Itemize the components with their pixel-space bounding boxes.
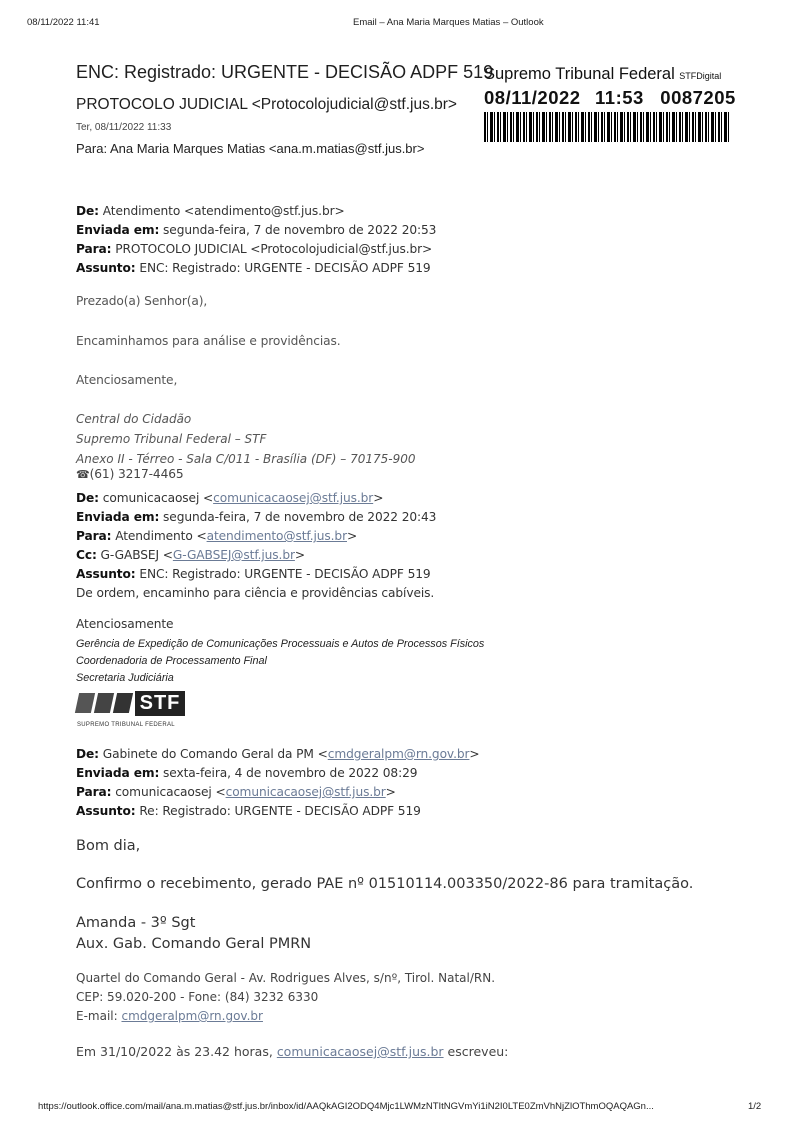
sig-line: Coordenadoria de Processamento Final xyxy=(76,655,267,667)
email-sender[interactable]: PROTOCOLO JUDICIAL <Protocolojudicial@stf.jus.br> xyxy=(76,96,457,113)
stamp-org-sub: STFDigital xyxy=(679,71,722,81)
header-to: Para: PROTOCOLO JUDICIAL <Protocolojudicial@stf.jus.br> xyxy=(76,242,433,256)
logo-caption: SUPREMO TRIBUNAL FEDERAL xyxy=(77,722,175,728)
email-subject: ENC: Registrado: URGENTE - DECISÃO ADPF 519 xyxy=(76,62,494,82)
header-cc: Cc: G-GABSEJ <G-GABSEJ@stf.jus.br> xyxy=(76,548,306,562)
message-1-headers xyxy=(76,202,436,278)
message-1-closing: Atenciosamente, xyxy=(76,373,178,387)
header-to: Para: comunicacaosej <comunicacaosej@stf.jus.br> xyxy=(76,785,396,799)
quote-intro: Em 31/10/2022 às 23.42 horas, comunicacaosej@stf.jus.br escreveu: xyxy=(76,1044,509,1059)
signer-role: Aux. Gab. Comando Geral PMRN xyxy=(76,936,312,952)
message-3-signer xyxy=(76,913,311,955)
sig-line: Gerência de Expedição de Comunicações Processuais e Autos de Processos Físicos xyxy=(76,638,485,650)
email-date: Ter, 08/11/2022 11:33 xyxy=(76,122,172,133)
email-link[interactable]: comunicacaosej@stf.jus.br xyxy=(276,1044,444,1059)
stamp-date: 08/11/2022 xyxy=(484,87,581,108)
message-3-greeting: Bom dia, xyxy=(76,838,141,854)
message-2-headers xyxy=(76,489,436,603)
sig-line: Secretaria Judiciária xyxy=(76,672,174,684)
logo-text: STF xyxy=(135,691,185,716)
header-from: De: Gabinete do Comando Geral da PM <cmdgeralpm@rn.gov.br> xyxy=(76,747,480,761)
email-link[interactable]: cmdgeralpm@rn.gov.br xyxy=(327,747,470,761)
address-line: Quartel do Comando Geral - Av. Rodrigues Alves, s/nº, Tirol. Natal/RN. xyxy=(76,971,496,985)
message-1-greeting: Prezado(a) Senhor(a), xyxy=(76,294,208,308)
email-link[interactable]: atendimento@stf.jus.br xyxy=(206,529,347,543)
sig-line: Central do Cidadão xyxy=(76,412,192,426)
sig-line: Supremo Tribunal Federal – STF xyxy=(76,432,267,446)
message-3-address xyxy=(76,969,495,1026)
message-2-body: De ordem, encaminho para ciência e providências cabíveis. xyxy=(76,586,435,600)
email-line: E-mail: cmdgeralpm@rn.gov.br xyxy=(76,1009,263,1023)
sig-line: Anexo II - Térreo - Sala C/011 - Brasília (DF) – 70175-900 xyxy=(76,452,416,466)
protocol-stamp xyxy=(484,65,734,142)
page-number: 1/2 xyxy=(748,1101,762,1112)
email-link[interactable]: cmdgeralpm@rn.gov.br xyxy=(121,1009,263,1023)
footer-url[interactable]: https://outlook.office.com/mail/ana.m.matias@stf.jus.br/inbox/id/AAQkAGI2ODQ4Mjc1LWMzNTItNGVmYi1iN2I0LTE0ZmVhNjZlOThmOQAQAGn... xyxy=(38,1101,654,1112)
message-3-body: Confirmo o recebimento, gerado PAE nº 01510114.003350/2022-86 para tramitação. xyxy=(76,876,694,892)
window-title: Email – Ana Maria Marques Matias – Outlook xyxy=(353,17,544,28)
print-datetime: 08/11/2022 11:41 xyxy=(27,17,100,28)
email-link[interactable]: G-GABSEJ@stf.jus.br xyxy=(172,548,295,562)
stamp-time: 11:53 xyxy=(595,87,644,108)
header-subject: Assunto: Re: Registrado: URGENTE - DECISÃO ADPF 519 xyxy=(76,804,421,818)
header-subject: Assunto: ENC: Registrado: URGENTE - DECISÃO ADPF 519 xyxy=(76,567,431,581)
phone-number: (61) 3217-4465 xyxy=(89,467,184,481)
message-1-body: Encaminhamos para análise e providências. xyxy=(76,334,341,348)
header-from: De: comunicacaosej <comunicacaosej@stf.jus.br> xyxy=(76,491,384,505)
message-2-signature xyxy=(76,636,484,687)
phone-line xyxy=(76,467,184,481)
header-to: Para: Atendimento <atendimento@stf.jus.br> xyxy=(76,529,358,543)
message-3-headers xyxy=(76,745,480,821)
email-recipient[interactable]: Para: Ana Maria Marques Matias <ana.m.matias@stf.jus.br> xyxy=(76,141,425,156)
address-line: CEP: 59.020-200 - Fone: (84) 3232 6330 xyxy=(76,990,319,1004)
message-2-closing: Atenciosamente xyxy=(76,617,174,631)
header-from: De: Atendimento <atendimento@stf.jus.br> xyxy=(76,204,345,218)
stamp-org: Supremo Tribunal Federal xyxy=(484,65,675,83)
signer-name: Amanda - 3º Sgt xyxy=(76,915,196,931)
barcode xyxy=(484,112,730,142)
header-subject: Assunto: ENC: Registrado: URGENTE - DECISÃO ADPF 519 xyxy=(76,261,431,275)
email-link[interactable]: comunicacaosej@stf.jus.br xyxy=(213,491,374,505)
email-link[interactable]: comunicacaosej@stf.jus.br xyxy=(225,785,386,799)
header-sent: Enviada em: segunda-feira, 7 de novembro de 2022 20:53 xyxy=(76,223,437,237)
message-1-signature xyxy=(76,409,416,469)
phone-icon: ☎ xyxy=(76,468,90,481)
header-sent: Enviada em: sexta-feira, 4 de novembro de 2022 08:29 xyxy=(76,766,418,780)
stamp-number: 0087205 xyxy=(660,87,736,108)
stf-logo xyxy=(77,691,197,733)
header-sent: Enviada em: segunda-feira, 7 de novembro de 2022 20:43 xyxy=(76,510,437,524)
